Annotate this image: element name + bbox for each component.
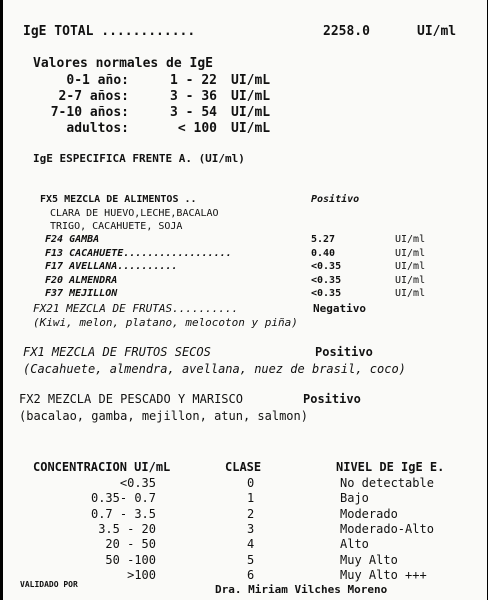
specific-ige-title: IgE ESPECIFICA FRENTE A. (UI/ml) xyxy=(33,152,245,165)
fx2-desc: (bacalao, gamba, mejillon, atun, salmon) xyxy=(19,409,308,423)
fx21-title: FX21 MEZCLA DE FRUTAS.......... xyxy=(33,302,239,315)
fx5-result: Positivo xyxy=(311,194,360,205)
doctor-signature-name: Dra. Miriam Vilches Moreno xyxy=(215,583,388,596)
fx1-title: FX1 MEZCLA DE FRUTOS SECOS xyxy=(23,345,211,359)
scale-concentration: <0.35 xyxy=(119,476,156,490)
allergen-unit: UI/ml xyxy=(395,288,426,299)
fx5-desc-2: TRIGO, CACAHUETE, SOJA xyxy=(50,221,183,232)
fx2-title: FX2 MEZCLA DE PESCADO Y MARISCO xyxy=(19,392,243,406)
allergen-unit: UI/ml xyxy=(395,234,426,245)
ige-total-label: IgE TOTAL ............ xyxy=(23,24,196,39)
normal-unit: UI/mL xyxy=(231,105,271,120)
scale-level: Moderado-Alto xyxy=(340,521,434,536)
scale-level: Moderado xyxy=(340,506,398,521)
normal-age: adultos: xyxy=(66,121,129,136)
allergen-unit: UI/ml xyxy=(395,274,426,286)
ige-total-unit: UI/ml xyxy=(417,24,457,39)
fx2-result: Positivo xyxy=(303,392,361,406)
fx1-result: Positivo xyxy=(315,345,373,359)
allergen-unit: UI/ml xyxy=(395,261,426,272)
allergen-name: F37 MEJILLON xyxy=(45,288,118,299)
scale-level: Alto xyxy=(340,537,369,552)
normal-age: 2-7 años: xyxy=(58,89,129,104)
allergen-value: <0.35 xyxy=(311,288,342,299)
scale-class: 0 xyxy=(247,476,255,490)
fx21-desc: (Kiwi, melon, platano, melocoton y piña) xyxy=(33,316,298,329)
scale-concentration: >100 xyxy=(127,567,156,582)
scale-level: Bajo xyxy=(340,491,369,506)
fx5-title: FX5 MEZCLA DE ALIMENTOS .. xyxy=(40,194,197,205)
scale-class: 6 xyxy=(247,567,255,582)
normal-values-title: Valores normales de IgE xyxy=(33,56,214,71)
scale-concentration: 50 -100 xyxy=(105,552,156,567)
scale-level: Muy Alto +++ xyxy=(340,567,427,582)
normal-range: < 100 xyxy=(177,121,217,136)
allergen-name: F20 ALMENDRA xyxy=(45,274,118,286)
scale-header-concentration: CONCENTRACION UI/mL xyxy=(33,460,171,474)
scale-class: 2 xyxy=(247,506,255,521)
normal-age: 7-10 años: xyxy=(50,105,129,120)
normal-unit: UI/mL xyxy=(231,89,271,104)
allergen-value: <0.35 xyxy=(311,261,342,272)
scale-concentration: 3.5 - 20 xyxy=(98,521,156,536)
scale-class: 3 xyxy=(247,521,255,536)
scale-concentration: 20 - 50 xyxy=(105,537,156,552)
fx21-result: Negativo xyxy=(313,302,366,315)
allergen-value: 5.27 xyxy=(311,234,336,245)
normal-unit: UI/mL xyxy=(231,73,271,88)
lab-report-page xyxy=(3,0,487,600)
scale-class: 4 xyxy=(247,537,255,552)
scale-level: Muy Alto xyxy=(340,552,398,567)
allergen-value: <0.35 xyxy=(311,274,342,286)
ige-total-value: 2258.0 xyxy=(323,24,370,39)
scale-class: 1 xyxy=(247,491,255,506)
normal-range: 1 - 22 xyxy=(170,73,217,88)
fx5-desc-1: CLARA DE HUEVO,LECHE,BACALAO xyxy=(50,208,219,219)
allergen-value: 0.40 xyxy=(311,247,336,259)
normal-range: 3 - 36 xyxy=(170,89,217,104)
scale-header-class: CLASE xyxy=(225,460,262,474)
scale-concentration: 0.35- 0.7 xyxy=(90,491,156,506)
allergen-unit: UI/ml xyxy=(395,247,426,259)
scale-class: 5 xyxy=(247,552,255,567)
scale-concentration: 0.7 - 3.5 xyxy=(90,506,156,521)
allergen-name: F24 GAMBA xyxy=(45,234,100,245)
normal-range: 3 - 54 xyxy=(170,105,217,120)
allergen-name: F17 AVELLANA.......... xyxy=(45,261,178,272)
fx1-desc: (Cacahuete, almendra, avellana, nuez de brasil, coco) xyxy=(23,362,406,376)
normal-age: 0-1 año: xyxy=(66,73,129,88)
normal-unit: UI/mL xyxy=(231,121,271,136)
validated-by-label: VALIDADO POR xyxy=(20,580,78,589)
allergen-name: F13 CACAHUETE.................. xyxy=(45,247,232,259)
scale-header-level: NIVEL DE IgE E. xyxy=(336,460,445,474)
scale-level: No detectable xyxy=(340,476,434,490)
